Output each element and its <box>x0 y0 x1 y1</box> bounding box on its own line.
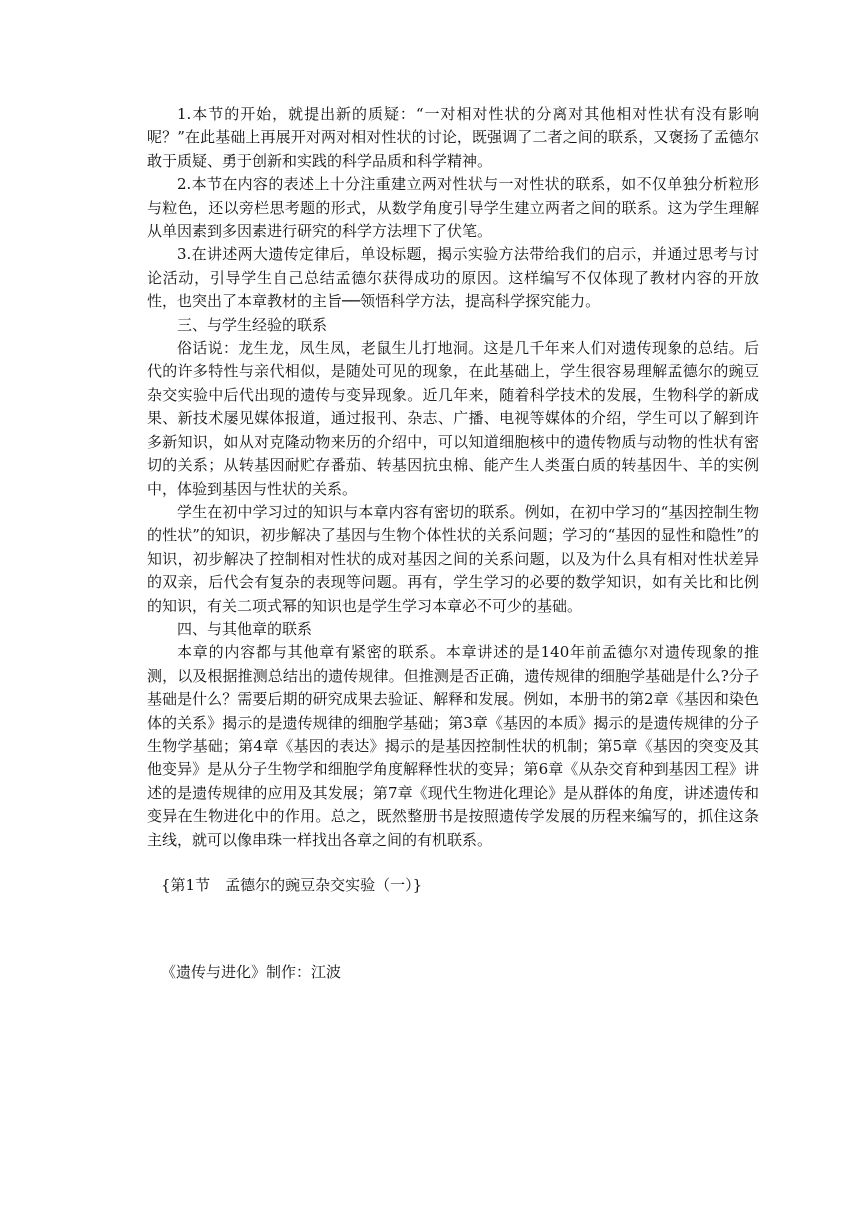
paragraph-junior-school-knowledge: 学生在初中学习过的知识与本章内容有密切的联系。例如，在初中学习的“基因控制生物的性状”的知识，初步解决了基因与生物个体性状的关系问题；学习的“基因的显性和隐性”的知识，初步解决了控制相对性状的成对基因之间的关系问题，以及为什么具有相对性状差异的双亲，后代会有复杂的表现等问题。再有，学生学习的必要的数学知识，如有关比和比例的知识，有关二项式幂的知识也是学生学习本章必不可少的基础。 <box>147 502 759 615</box>
paragraph-proverb: 俗话说：龙生龙，凤生凤，老鼠生儿打地洞。这是几千年来人们对遗传现象的总结。后代的许多特性与亲代相似，是随处可见的现象，在此基础上，学生很容易理解孟德尔的豌豆杂交实验中后代出现的遗传与变异现象。近几年来，随着科学技术的发展，生物科学的新成果、新技术屡见媒体报道，通过报刊、杂志、广播、电视等媒体的介绍，学生可以了解到许多新知识，如从对克隆动物来历的介绍中，可以知道细胞核中的遗传物质与动物的性状有密切的关系；从转基因耐贮存番茄、转基因抗虫棉、能产生人类蛋白质的转基因牛、羊的实例中，体验到基因与性状的关系。 <box>147 339 759 498</box>
paragraph-point-2: 2.本节在内容的表述上十分注重建立两对性状与一对性状的联系，如不仅单独分析粒形与粒色，还以旁栏思考题的形式，从数学角度引导学生建立两者之间的联系。这为学生理解从单因素到多因素进行研究的科学方法埋下了伏笔。 <box>147 175 759 241</box>
paragraph-point-3: 3.在讲述两大遗传定律后，单设标题，揭示实验方法带给我们的启示，并通过思考与讨论活动，引导学生自己总结孟德尔获得成功的原因。这样编写不仅体现了教材内容的开放性，也突出了本章教材的主旨──领悟科学方法，提高科学探究能力。 <box>147 245 759 311</box>
paragraph-point-1: 1.本节的开始，就提出新的质疑：“一对相对性状的分离对其他相对性状有没有影响呢？”在此基础上再展开对两对相对性状的讨论，既强调了二者之间的联系，又褒扬了孟德尔敢于质疑、勇于创新和实践的科学品质和科学精神。 <box>147 105 759 170</box>
paragraph-chapter-links: 本章的内容都与其他章有紧密的联系。本章讲述的是140年前孟德尔对遗传现象的推测，以及根据推测总结出的遗传规律。但推测是否正确，遗传规律的细胞学基础是什么?分子基础是什么？需要后期的研究成果去验证、解释和发展。例如，本册书的第2章《基因和染色体的关系》揭示的是遗传规律的细胞学基础；第3章《基因的本质》揭示的是遗传规律的分子生物学基础；第4章《基因的表达》揭示的是基因控制性状的机制；第5章《基因的突变及其他变异》是从分子生物学和细胞学角度解释性状的变异；第6章《从杂交育种到基因工程》讲述的是遗传规律的应用及其发展；第7章《现代生物进化理论》是从群体的角度，讲述遗传和变异在生物进化中的作用。总之，既然整册书是按照遗传学发展的历程来编写的，抓住这条主线，就可以像串珠一样找出各章之间的有机联系。 <box>147 643 759 849</box>
section-link[interactable]: {第1节 孟德尔的豌豆杂交实验（一）} <box>161 876 423 894</box>
document-body <box>147 103 759 852</box>
section-heading-student-experience: 三、与学生经验的联系 <box>177 315 328 334</box>
section-heading-other-chapters: 四、与其他章的联系 <box>177 619 313 638</box>
footer-credit: 《遗传与进化》制作：江波 <box>161 963 342 981</box>
